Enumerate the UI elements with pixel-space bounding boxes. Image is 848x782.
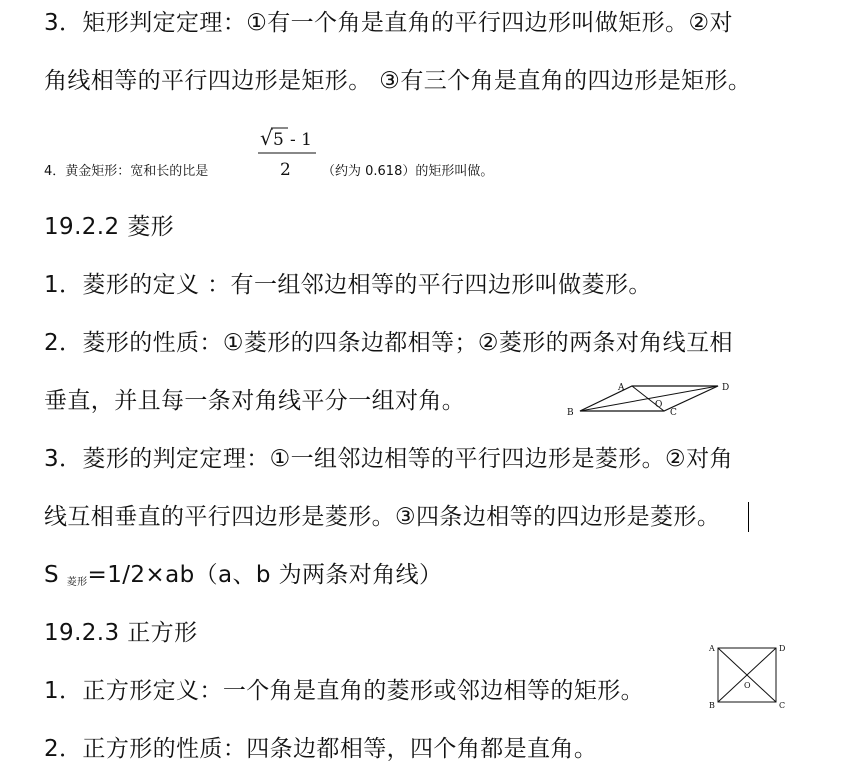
- rhombus-definition: 1．菱形的定义 ：有一组邻边相等的平行四边形叫做菱形。: [44, 272, 652, 298]
- golden-rect-prefix: 4．黄金矩形：宽和长的比是: [44, 164, 209, 179]
- section-heading-square: 19.2.3 正方形: [44, 620, 198, 646]
- denominator: 2: [280, 160, 291, 180]
- label-c: C: [670, 408, 677, 418]
- radical-sign: √: [260, 126, 273, 150]
- golden-rect-suffix: （约为 0.618）的矩形叫做。: [322, 164, 494, 179]
- square-figure: [708, 642, 792, 710]
- radicand: 5: [273, 130, 284, 150]
- minus-one: - 1: [290, 130, 312, 150]
- rhombus-figure: [566, 380, 734, 418]
- golden-ratio-fraction: [256, 118, 318, 180]
- rhombus-judge-2: 线互相垂直的平行四边形是菱形。③四条边相等的四边形是菱形。: [44, 504, 721, 530]
- label-o: O: [744, 681, 751, 690]
- rhombus-area-formula: [44, 560, 442, 598]
- diagonal-bd: [580, 386, 718, 411]
- label-b: B: [709, 701, 715, 710]
- text-cursor: [748, 502, 749, 532]
- label-b: B: [567, 408, 574, 418]
- area-expression: =1/2×ab（a、b 为两条对角线）: [87, 562, 443, 588]
- text-line-rect-judge-2: 角线相等的平行四边形是矩形。 ③有三个角是直角的四边形是矩形。: [44, 68, 752, 94]
- rhombus-property-1: 2．菱形的性质：①菱形的四条边都相等；②菱形的两条对角线互相: [44, 330, 733, 356]
- label-d: D: [722, 383, 730, 393]
- square-definition: 1．正方形定义：一个角是直角的菱形或邻边相等的矩形。: [44, 678, 645, 704]
- label-o: O: [655, 400, 663, 410]
- rhombus-property-2: 垂直，并且每一条对角线平分一组对角。: [44, 388, 466, 414]
- square-property: 2．正方形的性质：四条边都相等，四个角都是直角。: [44, 736, 598, 762]
- label-c: C: [779, 701, 786, 710]
- text-line-rect-judge-1: 3．矩形判定定理：①有一个角是直角的平行四边形叫做矩形。②对: [44, 10, 733, 36]
- section-heading-rhombus: 19.2.2 菱形: [44, 214, 175, 240]
- rhombus-judge-1: 3．菱形的判定定理：①一组邻边相等的平行四边形是菱形。②对角: [44, 446, 733, 472]
- label-d: D: [779, 644, 786, 653]
- label-a: A: [618, 383, 625, 393]
- area-symbol: S: [44, 562, 59, 588]
- label-a: A: [709, 644, 715, 653]
- area-subscript: 菱形: [66, 577, 88, 588]
